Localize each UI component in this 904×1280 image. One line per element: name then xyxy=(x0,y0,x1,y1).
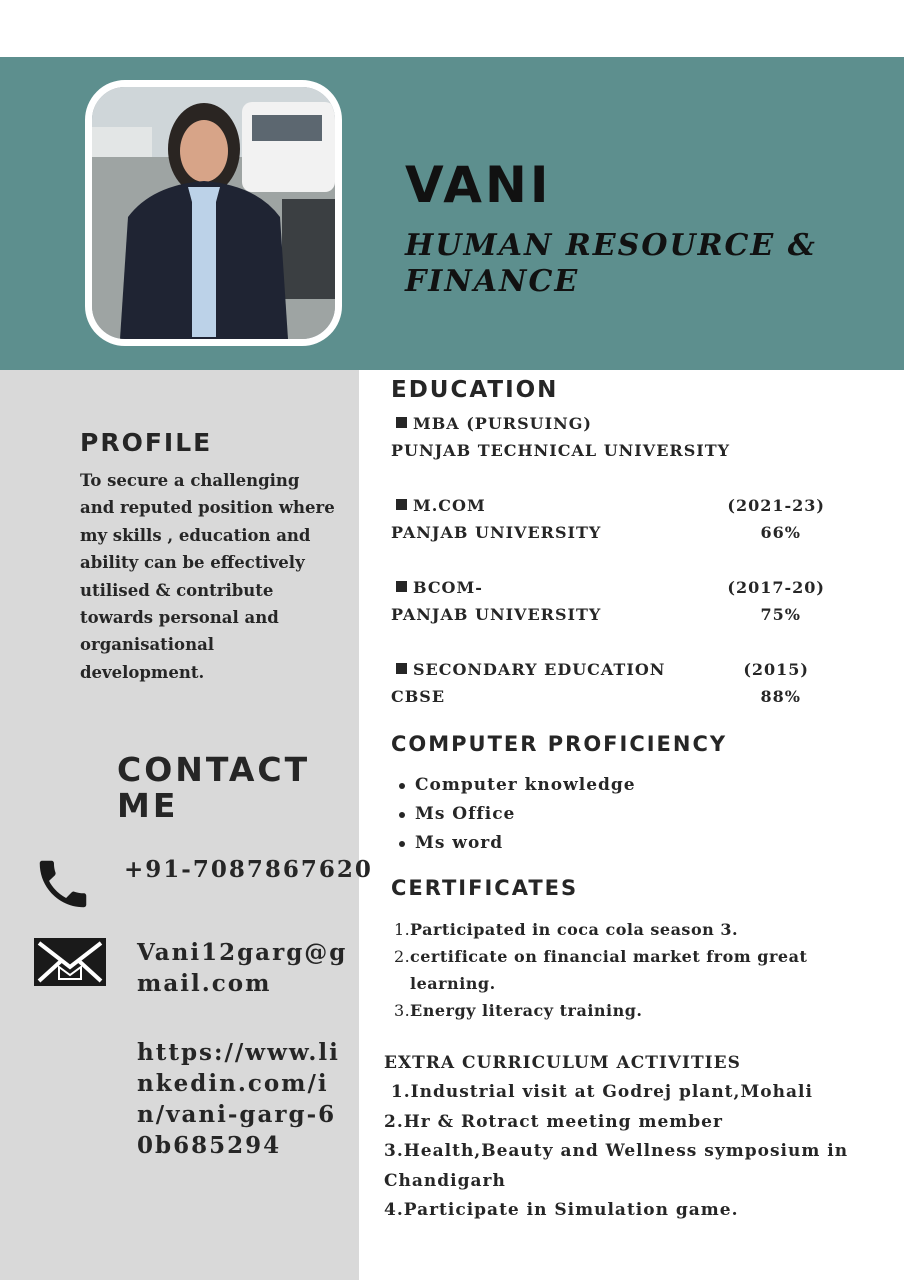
certificates-heading: CERTIFICATES xyxy=(391,876,579,900)
square-bullet-icon xyxy=(396,499,407,510)
item-number: 3. xyxy=(394,1001,411,1020)
degree: SECONDARY EDUCATION xyxy=(413,660,666,679)
profile-text: To secure a challenging and reputed position where my skills , education and ability can be effectively utilised & contribute towards personal and organisational development. xyxy=(80,471,335,682)
candidate-name: VANI xyxy=(405,156,552,214)
score: 75% xyxy=(760,605,801,624)
score: 88% xyxy=(760,687,801,706)
certificates-list xyxy=(394,916,834,1024)
list-item: 2.Hr & Rotract meeting member xyxy=(384,1111,723,1132)
item-number: 1. xyxy=(394,920,411,939)
profile-photo xyxy=(85,80,342,346)
institution: PANJAB UNIVERSITY xyxy=(391,523,602,542)
mail-icon xyxy=(33,937,107,987)
item-text: Participated in coca cola season 3. xyxy=(410,920,739,939)
contact-heading: CONTACT ME xyxy=(117,750,311,825)
education-heading: EDUCATION xyxy=(391,377,559,403)
phone-number[interactable]: +91-7087867620 xyxy=(124,856,373,883)
extra-curricular-section xyxy=(384,1049,854,1225)
item-text: certificate on financial market from great learning. xyxy=(410,947,808,993)
list-item: 3.Health,Beauty and Wellness symposium in Chandigarh xyxy=(384,1141,849,1191)
institution: PUNJAB TECHNICAL UNIVERSITY xyxy=(391,441,731,460)
phone-icon xyxy=(32,853,94,915)
computer-heading: COMPUTER PROFICIENCY xyxy=(391,732,728,756)
computer-list xyxy=(415,771,636,858)
list-item: Ms word xyxy=(415,829,636,858)
square-bullet-icon xyxy=(396,417,407,428)
linkedin-url[interactable]: https://www.linkedin.com/in/vani-garg-60b685294 xyxy=(137,1039,340,1159)
years: (2017-20) xyxy=(727,578,825,597)
years: (2021-23) xyxy=(727,496,825,515)
education-entry xyxy=(391,410,831,464)
candidate-role: HUMAN RESOURCE & FINANCE xyxy=(405,228,817,299)
education-entry xyxy=(391,574,831,628)
institution: CBSE xyxy=(391,687,446,706)
list-item: Computer knowledge xyxy=(415,771,636,800)
list-item xyxy=(394,943,834,997)
profile-heading: PROFILE xyxy=(80,428,213,457)
list-item: Ms Office xyxy=(415,800,636,829)
square-bullet-icon xyxy=(396,581,407,592)
list-item xyxy=(394,997,834,1024)
square-bullet-icon xyxy=(396,663,407,674)
education-entry xyxy=(391,656,831,710)
email-address[interactable]: Vani12garg@gmail.com xyxy=(137,939,348,997)
list-item xyxy=(394,916,834,943)
item-number: 2. xyxy=(394,947,411,966)
item-text: Energy literacy training. xyxy=(410,1001,643,1020)
years: (2015) xyxy=(743,660,809,679)
education-entry xyxy=(391,492,831,546)
degree: M.COM xyxy=(413,496,486,515)
list-item: 4.Participate in Simulation game. xyxy=(384,1200,739,1221)
score: 66% xyxy=(760,523,801,542)
degree: BCOM- xyxy=(413,578,483,597)
degree: MBA (PURSUING) xyxy=(413,414,592,433)
list-item: 1.Industrial visit at Godrej plant,Mohali xyxy=(384,1082,813,1103)
institution: PANJAB UNIVERSITY xyxy=(391,605,602,624)
extra-heading: EXTRA CURRICULUM ACTIVITIES xyxy=(384,1053,741,1073)
